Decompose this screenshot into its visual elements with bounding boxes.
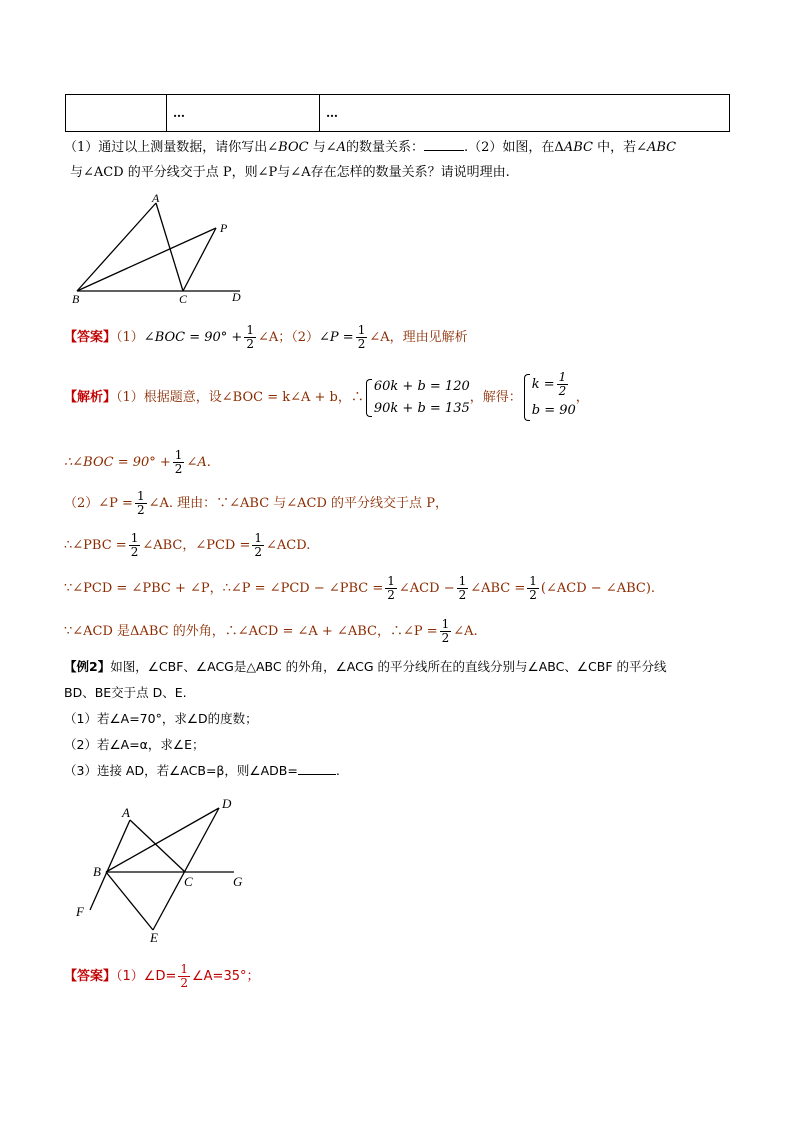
line-ac	[130, 820, 185, 872]
label-f: F	[76, 904, 84, 919]
math-expr: ∴∠PBC =	[64, 538, 127, 553]
line-bp	[77, 228, 216, 291]
table-cell	[66, 95, 167, 132]
angle-abc: ABC	[646, 140, 677, 155]
answer-text: ∠A；（2）	[257, 330, 320, 345]
answer-label: 【答案】	[64, 969, 117, 984]
question-text: 中，若∠	[592, 140, 647, 155]
analysis-line-2: ∴∠BOC = 90° + $\frac{1}{2}$ ∠A.	[64, 448, 211, 476]
label-c: C	[179, 292, 188, 306]
question-text: .（2）如图，在Δ	[464, 140, 564, 155]
label-p: P	[220, 221, 228, 235]
label-d: D	[232, 290, 241, 304]
answer-text: （1）	[116, 330, 144, 345]
math-expr: （2）∠P =	[64, 496, 133, 511]
answer-blank[interactable]	[424, 138, 464, 151]
table-cell: …	[320, 95, 730, 132]
label-b: B	[72, 292, 80, 306]
answer-text: ∠A=35°；	[192, 969, 260, 984]
label-g: G	[233, 874, 243, 889]
line-ba	[77, 203, 156, 291]
figure-2-triangle	[72, 794, 252, 946]
label-b: B	[93, 864, 101, 879]
answer-blank[interactable]	[298, 762, 336, 775]
question-text: 与∠	[308, 140, 337, 155]
line-cp	[183, 228, 216, 291]
analysis-label: 【解析】	[64, 390, 117, 405]
solution-system: k = $\frac{1}{2}$ b = 90	[522, 371, 576, 424]
figure-1-triangle	[68, 190, 258, 308]
answer-2: 【答案】（1）∠D= $\frac{1}{2}$ ∠A=35°；	[64, 962, 260, 990]
table-row	[66, 95, 730, 132]
question-line-2: 与∠ACD 的平分线交于点 P，则∠P与∠A存在怎样的数量关系？请说明理由.	[70, 165, 510, 180]
question-line-1	[64, 138, 676, 157]
analysis-line-1	[64, 370, 589, 426]
example-2-q3	[64, 762, 340, 780]
analysis-line-6: ∵∠ACD 是ΔABC 的外角，∴∠ACD = ∠A + ∠ABC，∴∠P = $\frac{1}{2}$ ∠A.	[64, 617, 478, 645]
fraction-half: $\frac{1}{2}$	[357, 323, 366, 351]
answer-1	[64, 323, 468, 353]
example-text: 如图，∠CBF、∠ACG是△ABC 的外角，∠ACG 的平分线所在的直线分别与∠ABC、∠CBF 的平分线	[110, 659, 667, 674]
label-a: A	[122, 805, 130, 820]
answer-text: （1）∠D=	[116, 969, 177, 984]
math-expr: ∵∠ACD 是ΔABC 的外角，∴∠ACD = ∠A + ∠ABC，∴∠P =	[64, 624, 438, 639]
question-text: 的数量关系：	[346, 140, 425, 155]
math-expr: ∠A.	[453, 624, 478, 639]
example-2-line-1	[64, 658, 667, 676]
math-expr: (∠ACD − ∠ABC).	[540, 581, 656, 596]
math-expr: ∠P =	[319, 330, 354, 345]
math-expr: ∵∠PCD = ∠PBC + ∠P，∴∠P = ∠PCD − ∠PBC =	[64, 581, 384, 596]
math-expr: ∠ACD.	[266, 538, 311, 553]
label-e: E	[150, 930, 158, 945]
analysis-line-5: ∵∠PCD = ∠PBC + ∠P，∴∠P = ∠PCD − ∠PBC = $\frac{1}{2}$ ∠ACD − $\frac{1}{2}$ ∠ABC = $\frac{1}{2}$ (∠ACD − ∠ABC).	[64, 574, 656, 602]
analysis-text: （1）根据题意，设∠BOC = k∠A + b，∴	[116, 390, 364, 405]
equation-system: 60k + b = 120 90k + b = 135	[364, 376, 470, 420]
angle-a: A	[336, 140, 346, 155]
line-ac	[156, 203, 183, 291]
question-text: （3）连接 AD，若∠ACB=β，则∠ADB=	[64, 763, 298, 778]
label-c: C	[184, 874, 193, 889]
analysis-text: ，解得：	[469, 390, 522, 405]
math-expr: ∠ABC，∠PCD =	[142, 538, 251, 553]
analysis-text: ，	[575, 390, 589, 405]
line-be	[106, 872, 153, 930]
analysis-line-3: （2）∠P = $\frac{1}{2}$ ∠A. 理由：∵∠ABC 与∠ACD 的平分线交于点 P，	[64, 489, 448, 517]
math-expr: ∴∠BOC = 90° +	[64, 455, 171, 470]
analysis-line-4: ∴∠PBC = $\frac{1}{2}$ ∠ABC，∠PCD = $\frac{1}{2}$ ∠ACD.	[64, 531, 311, 559]
question-text: .	[335, 763, 340, 778]
fraction-half: $\frac{1}{2}$	[246, 323, 254, 351]
question-text: （1）通过以上测量数据，请你写出∠	[64, 140, 279, 155]
table-cell: …	[167, 95, 320, 132]
math-expr: ∠A.	[186, 455, 211, 470]
math-expr: ∠ABC =	[470, 581, 526, 596]
triangle-abc: ABC	[563, 140, 593, 155]
example-title: 【例2】	[64, 659, 111, 674]
example-2-q2: （2）若∠A=α，求∠E；	[64, 737, 205, 752]
answer-label: 【答案】	[64, 330, 117, 345]
label-a: A	[152, 191, 160, 205]
analysis-text: ∠A. 理由：∵∠ABC 与∠ACD 的平分线交于点 P，	[148, 496, 448, 511]
measurement-table	[65, 94, 730, 132]
math-expr: ∠BOC = 90° +	[143, 330, 243, 345]
label-d: D	[222, 796, 232, 811]
angle-boc: BOC	[278, 140, 309, 155]
answer-text: ∠A，理由见解析	[369, 330, 468, 345]
example-2-line-2: BD、BE交于点 D、E.	[64, 685, 187, 700]
math-expr: ∠ACD −	[398, 581, 455, 596]
example-2-q1: （1）若∠A=70°，求∠D的度数；	[64, 711, 258, 726]
